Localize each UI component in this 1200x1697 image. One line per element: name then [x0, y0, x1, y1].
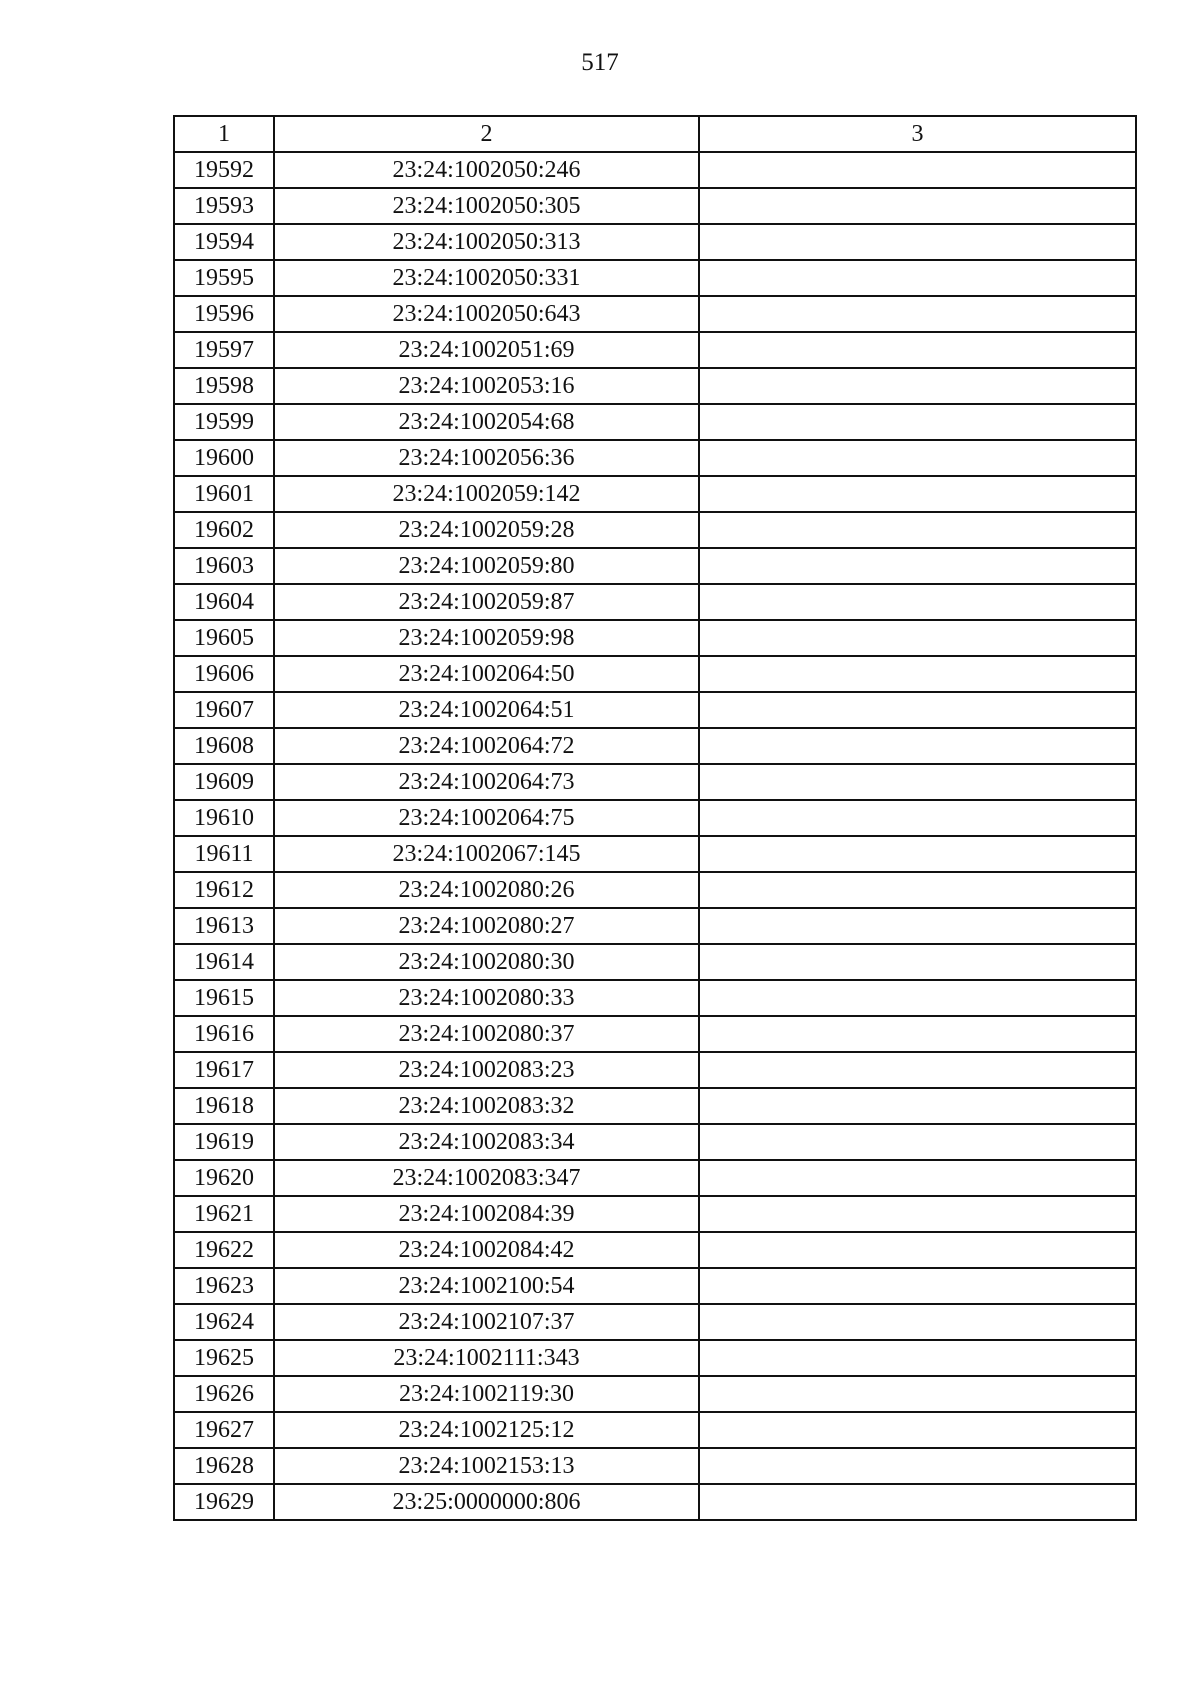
table-cell-col3: [699, 1232, 1136, 1268]
table-cell-col1: 19596: [174, 296, 274, 332]
table-cell-col2: 23:24:1002051:69: [274, 332, 699, 368]
table-cell-col2: 23:24:1002053:16: [274, 368, 699, 404]
table-row: [174, 872, 1136, 908]
table-cell-col1: 19593: [174, 188, 274, 224]
table-cell-col3: [699, 908, 1136, 944]
table-cell-col2: 23:24:1002083:34: [274, 1124, 699, 1160]
table-cell-col1: 19607: [174, 692, 274, 728]
table-cell-col3: [699, 872, 1136, 908]
table-row: [174, 1196, 1136, 1232]
table-cell-col2: 23:24:1002080:30: [274, 944, 699, 980]
table-cell-col2: 23:24:1002083:347: [274, 1160, 699, 1196]
table-row: [174, 1052, 1136, 1088]
table-cell-col3: [699, 260, 1136, 296]
table-cell-col3: [699, 404, 1136, 440]
table-row: [174, 656, 1136, 692]
table-cell-col2: 23:24:1002050:643: [274, 296, 699, 332]
table-cell-col1: 19628: [174, 1448, 274, 1484]
table-cell-col2: 23:24:1002100:54: [274, 1268, 699, 1304]
table-cell-col1: 19600: [174, 440, 274, 476]
table-cell-col1: 19609: [174, 764, 274, 800]
table-cell-col2: 23:24:1002064:50: [274, 656, 699, 692]
table-cell-col1: 19592: [174, 152, 274, 188]
table-cell-col2: 23:24:1002050:305: [274, 188, 699, 224]
table-cell-col2: 23:24:1002064:72: [274, 728, 699, 764]
table-row: [174, 260, 1136, 296]
header-row: [174, 116, 1136, 152]
table-row: [174, 512, 1136, 548]
table-row: [174, 728, 1136, 764]
page-number: 517: [581, 49, 619, 76]
table-cell-col2: 23:24:1002125:12: [274, 1412, 699, 1448]
table-cell-col1: 19622: [174, 1232, 274, 1268]
table-row: [174, 1484, 1136, 1520]
table-cell-col3: [699, 1124, 1136, 1160]
table-cell-col1: 19623: [174, 1268, 274, 1304]
table-cell-col1: 19626: [174, 1376, 274, 1412]
register-table: [173, 115, 1137, 1521]
table-cell-col2: 23:24:1002080:26: [274, 872, 699, 908]
table-row: [174, 1304, 1136, 1340]
table-row: [174, 404, 1136, 440]
table-cell-col1: 19597: [174, 332, 274, 368]
header-cell-2: 2: [274, 116, 699, 152]
table-cell-col3: [699, 1304, 1136, 1340]
table-cell-col1: 19621: [174, 1196, 274, 1232]
table-row: [174, 980, 1136, 1016]
table-cell-col1: 19595: [174, 260, 274, 296]
table-row: [174, 296, 1136, 332]
table-cell-col1: 19598: [174, 368, 274, 404]
table-cell-col1: 19613: [174, 908, 274, 944]
table-cell-col2: 23:24:1002056:36: [274, 440, 699, 476]
table-cell-col1: 19606: [174, 656, 274, 692]
table-row: [174, 1448, 1136, 1484]
table-row: [174, 764, 1136, 800]
table-cell-col1: 19610: [174, 800, 274, 836]
table-cell-col2: 23:24:1002084:39: [274, 1196, 699, 1232]
table-cell-col3: [699, 296, 1136, 332]
table-row: [174, 1088, 1136, 1124]
table-cell-col3: [699, 152, 1136, 188]
table-cell-col2: 23:24:1002080:37: [274, 1016, 699, 1052]
table-cell-col3: [699, 1448, 1136, 1484]
table-cell-col3: [699, 1376, 1136, 1412]
table-cell-col3: [699, 1484, 1136, 1520]
table-cell-col1: 19599: [174, 404, 274, 440]
table-cell-col3: [699, 800, 1136, 836]
table-cell-col2: 23:24:1002054:68: [274, 404, 699, 440]
header-cell-3: 3: [699, 116, 1136, 152]
table-cell-col3: [699, 1052, 1136, 1088]
table-cell-col1: 19627: [174, 1412, 274, 1448]
table-cell-col2: 23:24:1002059:80: [274, 548, 699, 584]
table-row: [174, 584, 1136, 620]
table-cell-col3: [699, 512, 1136, 548]
table-cell-col3: [699, 1412, 1136, 1448]
table-row: [174, 188, 1136, 224]
header-cell-1: 1: [174, 116, 274, 152]
table-cell-col2: 23:24:1002059:98: [274, 620, 699, 656]
table-row: [174, 800, 1136, 836]
table-row: [174, 440, 1136, 476]
table-cell-col3: [699, 1160, 1136, 1196]
table-cell-col2: 23:24:1002107:37: [274, 1304, 699, 1340]
table-cell-col1: 19611: [174, 836, 274, 872]
table-cell-col1: 19619: [174, 1124, 274, 1160]
table-cell-col2: 23:24:1002050:313: [274, 224, 699, 260]
table-cell-col3: [699, 944, 1136, 980]
table-cell-col2: 23:24:1002080:27: [274, 908, 699, 944]
table-cell-col1: 19603: [174, 548, 274, 584]
table-cell-col1: 19615: [174, 980, 274, 1016]
table-cell-col3: [699, 332, 1136, 368]
table-cell-col2: 23:24:1002119:30: [274, 1376, 699, 1412]
table-row: [174, 152, 1136, 188]
table-cell-col2: 23:24:1002064:73: [274, 764, 699, 800]
table-cell-col2: 23:24:1002064:51: [274, 692, 699, 728]
table-cell-col3: [699, 224, 1136, 260]
table-row: [174, 1340, 1136, 1376]
table-cell-col1: 19612: [174, 872, 274, 908]
table-row: [174, 224, 1136, 260]
table-cell-col2: 23:24:1002064:75: [274, 800, 699, 836]
table-cell-col1: 19618: [174, 1088, 274, 1124]
table-cell-col1: 19594: [174, 224, 274, 260]
table-cell-col2: 23:24:1002153:13: [274, 1448, 699, 1484]
table-row: [174, 1016, 1136, 1052]
table-cell-col1: 19604: [174, 584, 274, 620]
table-cell-col3: [699, 1016, 1136, 1052]
table-cell-col3: [699, 980, 1136, 1016]
table-cell-col1: 19614: [174, 944, 274, 980]
table-row: [174, 1124, 1136, 1160]
table-cell-col3: [699, 1088, 1136, 1124]
table-header: [174, 116, 1136, 152]
table-cell-col3: [699, 728, 1136, 764]
table-cell-col2: 23:24:1002083:32: [274, 1088, 699, 1124]
table-cell-col3: [699, 836, 1136, 872]
table-cell-col2: 23:24:1002080:33: [274, 980, 699, 1016]
table-row: [174, 476, 1136, 512]
table-cell-col3: [699, 1268, 1136, 1304]
table-row: [174, 692, 1136, 728]
table-row: [174, 836, 1136, 872]
table-row: [174, 548, 1136, 584]
table-cell-col1: 19624: [174, 1304, 274, 1340]
table-cell-col1: 19620: [174, 1160, 274, 1196]
table-cell-col2: 23:25:0000000:806: [274, 1484, 699, 1520]
table-row: [174, 1232, 1136, 1268]
table-cell-col1: 19608: [174, 728, 274, 764]
table-body: [174, 152, 1136, 1520]
table-cell-col3: [699, 548, 1136, 584]
table-cell-col3: [699, 584, 1136, 620]
table-row: [174, 368, 1136, 404]
table-cell-col2: 23:24:1002067:145: [274, 836, 699, 872]
table-cell-col3: [699, 1340, 1136, 1376]
table-cell-col1: 19629: [174, 1484, 274, 1520]
table-cell-col1: 19602: [174, 512, 274, 548]
table-cell-col3: [699, 188, 1136, 224]
table-cell-col2: 23:24:1002083:23: [274, 1052, 699, 1088]
table-cell-col2: 23:24:1002111:343: [274, 1340, 699, 1376]
table-row: [174, 620, 1136, 656]
table-row: [174, 944, 1136, 980]
table-row: [174, 1376, 1136, 1412]
table-cell-col2: 23:24:1002059:142: [274, 476, 699, 512]
table-row: [174, 332, 1136, 368]
table-cell-col1: 19625: [174, 1340, 274, 1376]
table-cell-col2: 23:24:1002084:42: [274, 1232, 699, 1268]
table-cell-col3: [699, 656, 1136, 692]
table-cell-col1: 19605: [174, 620, 274, 656]
table-cell-col1: 19616: [174, 1016, 274, 1052]
table-cell-col3: [699, 764, 1136, 800]
table-row: [174, 1268, 1136, 1304]
table-cell-col3: [699, 368, 1136, 404]
table-cell-col3: [699, 1196, 1136, 1232]
table-cell-col1: 19601: [174, 476, 274, 512]
table-cell-col3: [699, 476, 1136, 512]
table-row: [174, 908, 1136, 944]
table-cell-col2: 23:24:1002050:246: [274, 152, 699, 188]
table-cell-col1: 19617: [174, 1052, 274, 1088]
table-row: [174, 1160, 1136, 1196]
table-cell-col3: [699, 692, 1136, 728]
table-cell-col3: [699, 440, 1136, 476]
table-cell-col3: [699, 620, 1136, 656]
table-cell-col2: 23:24:1002050:331: [274, 260, 699, 296]
table-cell-col2: 23:24:1002059:87: [274, 584, 699, 620]
table-cell-col2: 23:24:1002059:28: [274, 512, 699, 548]
table-row: [174, 1412, 1136, 1448]
